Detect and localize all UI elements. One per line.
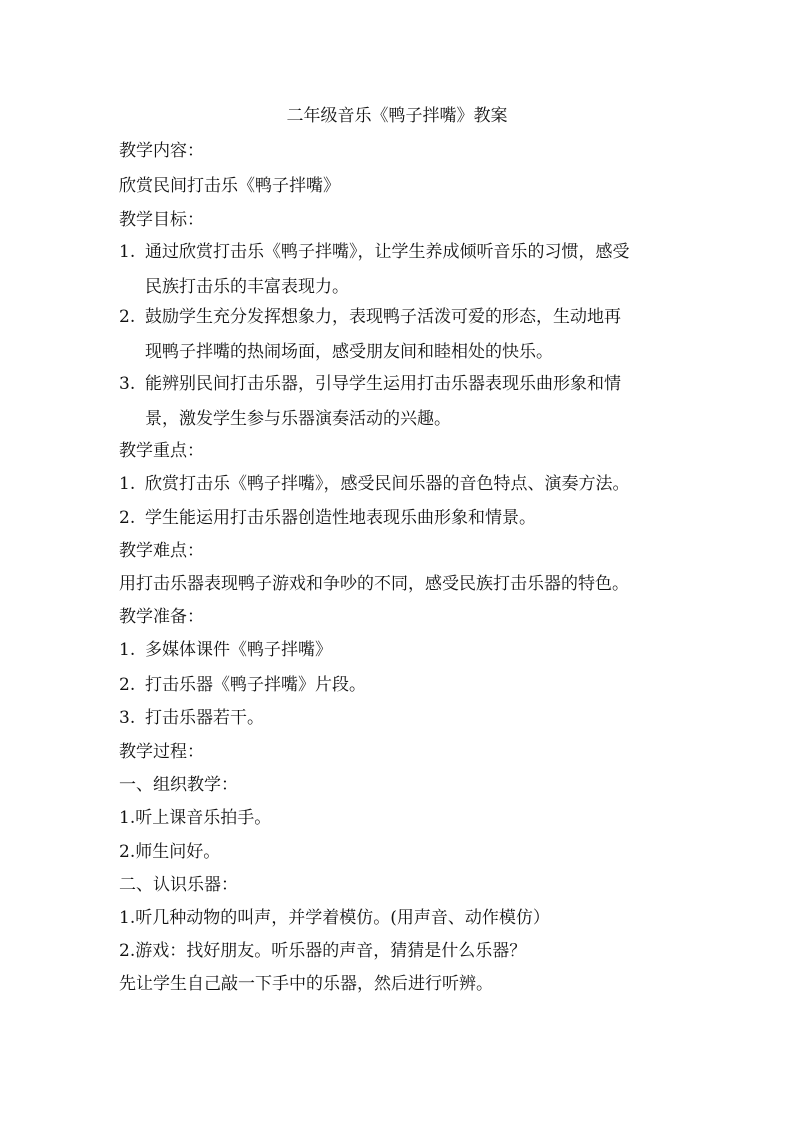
difficulty-text: 用打击乐器表现鸭子游戏和争吵的不同，感受民族打击乐器的特色。 [119,574,629,594]
goal-text-line1: 能辨别民间打击乐器，引导学生运用打击乐器表现乐曲形象和情 [145,374,621,394]
prep-item-3 [119,706,679,730]
key-point-number: 2. [119,508,136,528]
prep-text: 打击乐器若干。 [145,708,264,728]
step2-heading: 二、认识乐器： [119,875,238,895]
document-title: 二年级音乐《鸭子拌嘴》教案 [286,106,508,126]
goal-text-line1: 鼓励学生充分发挥想象力，表现鸭子活泼可爱的形态，生动地再 [145,307,621,327]
goal-item-3 [119,372,679,431]
goal-text-line2: 现鸭子拌嘴的热闹场面，感受朋友间和睦相处的快乐。 [145,342,553,362]
process-heading: 教学过程： [119,742,204,762]
key-point-text: 学生能运用打击乐器创造性地表现乐曲形象和情景。 [145,508,536,528]
prep-text: 多媒体课件《鸭子拌嘴》 [145,640,332,660]
difficulty-heading: 教学难点： [119,541,204,561]
key-point-text: 欣赏打击乐《鸭子拌嘴》，感受民间乐器的音色特点、演奏方法。 [145,474,630,494]
goal-text-line2: 景，激发学生参与乐器演奏活动的兴趣。 [145,409,451,429]
goal-item-1 [119,240,679,299]
key-point-2 [119,506,679,530]
prep-item-1 [119,638,679,662]
step2-item-2: 2.游戏：找好朋友。听乐器的声音，猜猜是什么乐器？ [119,941,527,961]
prep-number: 1. [119,640,136,660]
content-text: 欣赏民间打击乐《鸭子拌嘴》 [119,176,340,196]
goals-heading: 教学目标： [119,210,204,230]
step2-item-3: 先让学生自己敲一下手中的乐器，然后进行听辨。 [119,974,493,994]
key-heading: 教学重点： [119,441,204,461]
step1-item-1: 1.听上课音乐拍手。 [119,808,272,828]
goal-number: 3. [119,374,136,394]
prep-number: 2. [119,675,136,695]
key-point-number: 1. [119,474,136,494]
prep-heading: 教学准备： [119,607,204,627]
step1-heading: 一、组织教学： [119,775,238,795]
goal-text-line1: 通过欣赏打击乐《鸭子拌嘴》，让学生养成倾听音乐的习惯，感受 [145,242,630,262]
goal-text-line2: 民族打击乐的丰富表现力。 [145,277,349,297]
prep-text: 打击乐器《鸭子拌嘴》片段。 [145,675,366,695]
prep-number: 3. [119,708,136,728]
goal-number: 1. [119,242,136,262]
step1-item-2: 2.师生问好。 [119,842,221,862]
prep-item-2 [119,673,679,697]
content-heading: 教学内容： [119,141,204,161]
goal-item-2 [119,305,679,364]
key-point-1 [119,472,679,496]
goal-number: 2. [119,307,136,327]
step2-item-1: 1.听几种动物的叫声，并学着模仿。(用声音、动作模仿） [119,908,550,928]
